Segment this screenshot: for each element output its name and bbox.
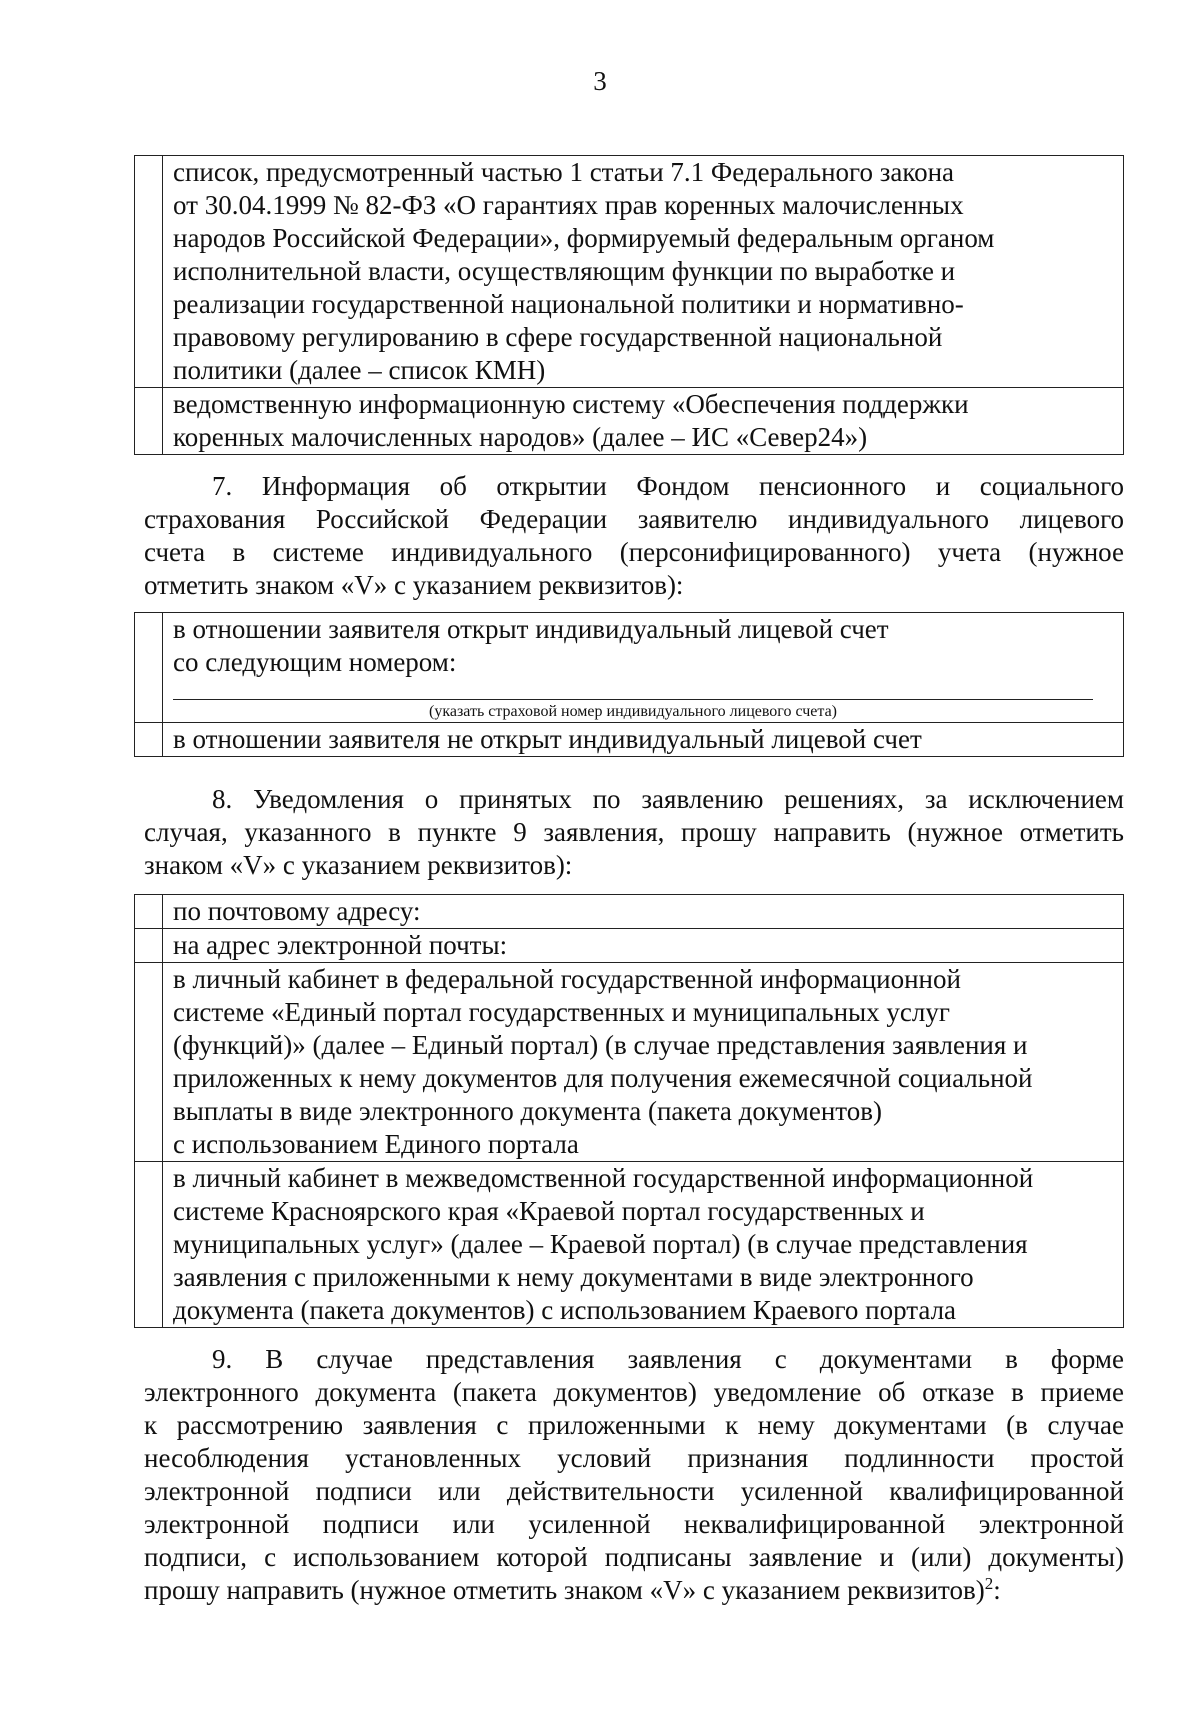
paragraph-line: 8. Уведомления о принятых по заявлению решениях, за исключением <box>212 784 1124 814</box>
option-line: реализации государственной национальной политики и нормативно- <box>173 289 964 319</box>
option-line: народов Российской Федерации», формируемый федеральным органом <box>173 223 995 253</box>
option-line: приложенных к нему документов для получения ежемесячной социальной <box>173 1063 1033 1093</box>
paragraph-line: электронной подписи или действительности усиленной квалифицированной <box>144 1476 1124 1506</box>
table-row <box>135 156 1124 388</box>
paragraph-line: 7. Информация об открытии Фондом пенсионного и социального <box>212 471 1124 501</box>
checkbox-cell[interactable] <box>135 929 163 963</box>
option-line: исполнительной власти, осуществляющим функции по выработке и <box>173 256 956 286</box>
paragraph-9 <box>144 1343 1124 1607</box>
paragraph-line: знаком «V» с указанием реквизитов): <box>144 850 573 880</box>
option-line: от 30.04.1999 № 82-ФЗ «О гарантиях прав коренных малочисленных <box>173 190 964 220</box>
option-line: политики (далее – список КМН) <box>173 355 546 385</box>
option-line: на адрес электронной почты: <box>173 930 508 960</box>
footnote-mark: 2 <box>984 1574 994 1593</box>
option-line: с использованием Единого портала <box>173 1129 579 1159</box>
checkbox-cell[interactable] <box>135 156 163 388</box>
ethnicity-source-table <box>134 155 1124 455</box>
table-row <box>135 723 1124 757</box>
checkbox-cell[interactable] <box>135 613 163 723</box>
option-line: заявления с приложенными к нему документами в виде электронного <box>173 1262 974 1292</box>
checkbox-cell[interactable] <box>135 723 163 757</box>
paragraph-line: подписи, с использованием которой подписаны заявление и (или) документы) <box>144 1542 1124 1572</box>
field-caption: (указать страховой номер индивидуального лицевого счета) <box>428 703 838 720</box>
paragraph-line: отметить знаком «V» с указанием реквизитов): <box>144 570 684 600</box>
option-line: со следующим номером: <box>173 647 457 677</box>
paragraph-line: электронного документа (пакета документов) уведомление об отказе в приеме <box>144 1377 1124 1407</box>
table-row <box>135 895 1124 929</box>
paragraph-line-text: прошу направить (нужное отметить знаком «V» с указанием реквизитов) <box>144 1575 985 1605</box>
option-text <box>163 156 1124 388</box>
option-text <box>163 895 1124 929</box>
paragraph-line: счета в системе индивидуального (персонифицированного) учета (нужное <box>144 537 1124 567</box>
paragraph-line: случая, указанного в пункте 9 заявления, прошу направить (нужное отметить <box>144 817 1124 847</box>
option-text <box>163 388 1124 455</box>
checkbox-cell[interactable] <box>135 895 163 929</box>
option-line: системе Красноярского края «Краевой портал государственных и <box>173 1196 925 1226</box>
option-line: выплаты в виде электронного документа (пакета документов) <box>173 1096 882 1126</box>
paragraph-last-line <box>144 1574 1124 1607</box>
option-line: муниципальных услуг» (далее – Краевой портал) (в случае представления <box>173 1229 1028 1259</box>
option-line: ведомственную информационную систему «Обеспечения поддержки <box>173 389 969 419</box>
option-text <box>163 1162 1124 1328</box>
option-line: коренных малочисленных народов» (далее – ИС «Север24») <box>173 422 868 452</box>
table-row <box>135 388 1124 455</box>
checkbox-cell[interactable] <box>135 388 163 455</box>
paragraph-7 <box>144 470 1124 602</box>
table-row <box>135 929 1124 963</box>
option-line: список, предусмотренный частью 1 статьи 7.1 Федерального закона <box>173 157 955 187</box>
checkbox-cell[interactable] <box>135 1162 163 1328</box>
line-end-colon: : <box>993 1575 1001 1605</box>
option-line: в личный кабинет в межведомственной государственной информационной <box>173 1163 1034 1193</box>
table-row <box>135 1162 1124 1328</box>
option-line: по почтовому адресу: <box>173 896 421 926</box>
option-line: в личный кабинет в федеральной государственной информационной <box>173 964 961 994</box>
paragraph-8 <box>144 783 1124 882</box>
table-row <box>135 613 1124 723</box>
option-text <box>163 723 1124 757</box>
option-text <box>163 929 1124 963</box>
option-line: (функций)» (далее – Единый портал) (в случае представления заявления и <box>173 1030 1028 1060</box>
paragraph-line: 9. В случае представления заявления с документами в форме <box>212 1344 1124 1374</box>
paragraph-line: к рассмотрению заявления с приложенными к нему документами (в случае <box>144 1410 1124 1440</box>
paragraph-line: электронной подписи или усиленной неквалифицированной электронной <box>144 1509 1124 1539</box>
page-number: 3 <box>593 66 607 96</box>
option-line: документа (пакета документов) с использованием Краевого портала <box>173 1295 957 1325</box>
notification-method-table <box>134 894 1124 1328</box>
account-status-table <box>134 612 1124 757</box>
paragraph-line: страхования Российской Федерации заявителю индивидуального лицевого <box>144 504 1124 534</box>
option-line: в отношении заявителя не открыт индивидуальный лицевой счет <box>173 724 922 754</box>
option-line: системе «Единый портал государственных и муниципальных услуг <box>173 997 950 1027</box>
option-line: в отношении заявителя открыт индивидуальный лицевой счет <box>173 614 889 644</box>
table-row <box>135 963 1124 1162</box>
option-line: правовому регулированию в сфере государственной национальной <box>173 322 943 352</box>
account-number-field[interactable] <box>173 697 1093 700</box>
option-text <box>163 963 1124 1162</box>
paragraph-line: несоблюдения установленных условий признания подлинности простой <box>144 1443 1124 1473</box>
checkbox-cell[interactable] <box>135 963 163 1162</box>
option-text <box>163 613 1124 723</box>
